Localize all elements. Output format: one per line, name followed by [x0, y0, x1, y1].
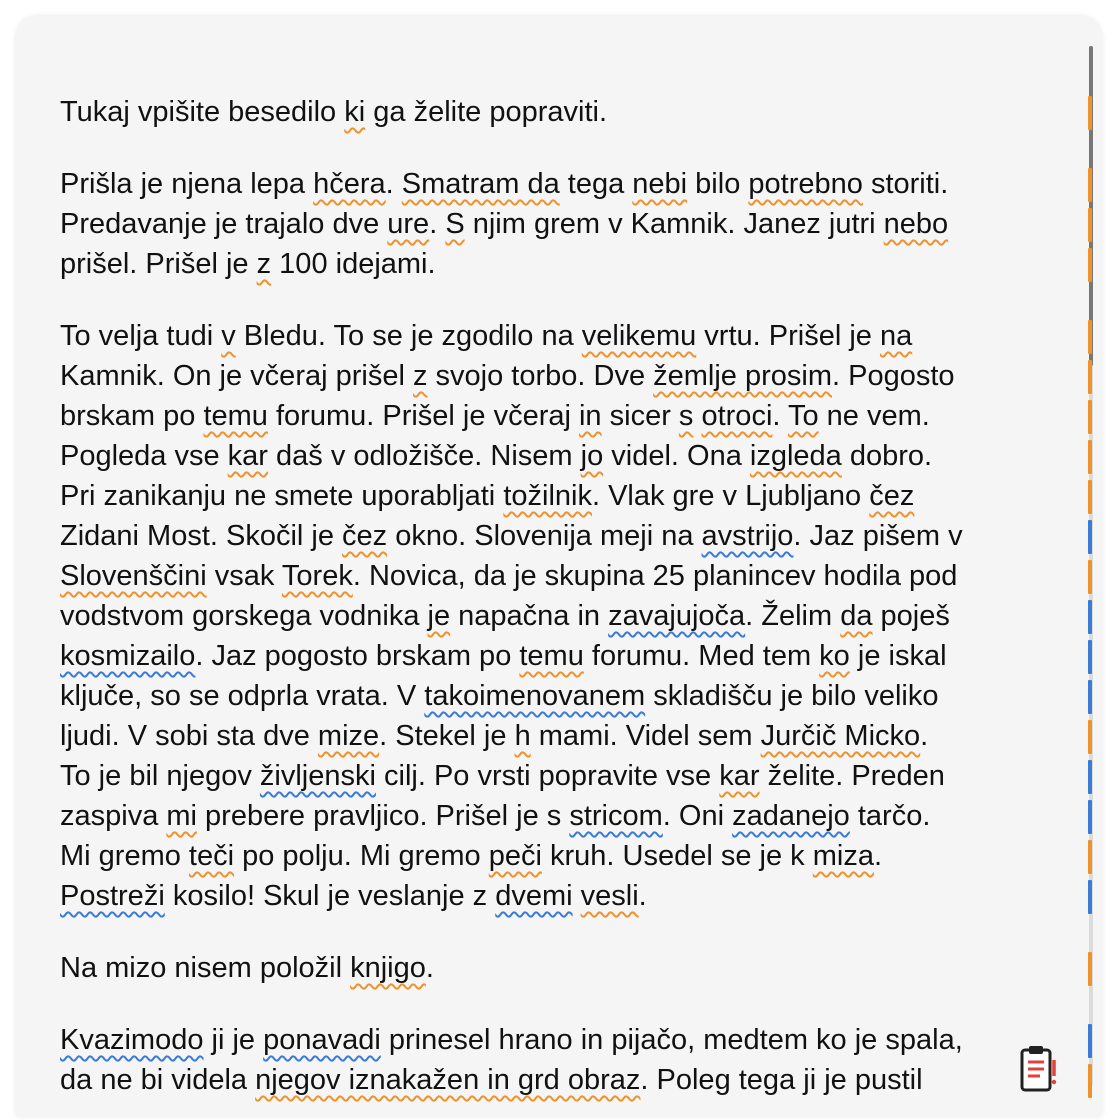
text-segment: prebere pravljico. Prišel je s [197, 800, 570, 832]
issue-marker[interactable] [1088, 880, 1092, 914]
text-segment: . [772, 400, 788, 432]
grammar-suggestion[interactable]: h [514, 720, 531, 752]
spelling-suggestion[interactable]: Kvazimodo [60, 1024, 204, 1056]
text-segment: daš v odložišče. Nisem [267, 440, 581, 472]
grammar-suggestion[interactable]: z [412, 360, 428, 392]
text-segment: dobro. [841, 440, 933, 472]
text-segment: Pogleda vse [60, 440, 228, 472]
grammar-suggestion[interactable]: njegov iznakažen in grd obraz [255, 1064, 641, 1096]
grammar-suggestion[interactable]: hčera [313, 168, 386, 200]
grammar-suggestion[interactable]: nebi [632, 168, 688, 200]
text-line [60, 636, 1070, 676]
issue-marker[interactable] [1088, 520, 1092, 554]
grammar-suggestion[interactable]: S [445, 208, 465, 240]
spelling-suggestion[interactable]: življenski [259, 760, 376, 792]
text-segment: . Stekel je [379, 720, 515, 752]
text-line [60, 436, 1070, 476]
text-line [60, 396, 1070, 436]
text-segment: brskam po [60, 400, 204, 432]
text-segment: sicer [601, 400, 679, 432]
spelling-suggestion[interactable]: avstrijo [701, 520, 794, 552]
issue-marker[interactable] [1088, 320, 1092, 354]
grammar-suggestion[interactable]: Smatram da [401, 168, 560, 200]
issue-marker[interactable] [1088, 208, 1092, 242]
grammar-suggestion[interactable]: vesli [580, 880, 639, 912]
text-line [60, 516, 1070, 556]
issue-marker[interactable] [1088, 168, 1092, 202]
text-segment: Mi gremo [60, 840, 189, 872]
grammar-suggestion[interactable]: Slovenščini [60, 560, 207, 592]
text-line [60, 948, 1070, 988]
text-segment: okno. Slovenija meji na [387, 520, 702, 552]
text-line [60, 716, 1070, 756]
text-segment: skladišču je bilo veliko [645, 680, 939, 712]
text-segment: . [638, 880, 647, 912]
grammar-suggestion[interactable]: kar [227, 440, 268, 472]
text-segment: prišel. Prišel je [60, 248, 257, 280]
text-segment: svojo torbo. Dve [427, 360, 654, 392]
text-segment: poješ [872, 600, 950, 632]
grammar-suggestion[interactable]: teči [188, 840, 235, 872]
issue-marker[interactable] [1088, 360, 1092, 394]
spelling-suggestion[interactable]: takoimenovanem [424, 680, 646, 712]
text-line [60, 756, 1070, 796]
text-segment: Na mizo nisem položil [60, 952, 351, 984]
spelling-suggestion[interactable]: kosmizailo [60, 640, 196, 672]
grammar-suggestion[interactable]: peči [488, 840, 542, 872]
grammar-suggestion[interactable]: na [879, 320, 913, 352]
grammar-suggestion[interactable]: miza [812, 840, 874, 872]
grammar-suggestion[interactable]: ki [344, 96, 366, 128]
text-segment: forumu. Med tem [583, 640, 820, 672]
grammar-suggestion[interactable]: Jurčič Micko [760, 720, 921, 752]
text-segment: vrtu. Prišel je [696, 320, 880, 352]
text-line [60, 1060, 1070, 1100]
text-segment: . [873, 840, 883, 872]
text-segment: njim grem v Kamnik. Janez jutri [464, 208, 884, 240]
text-line [60, 836, 1070, 876]
grammar-suggestion[interactable]: ure [387, 208, 430, 240]
text-segment: vsak [206, 560, 282, 592]
issue-marker[interactable] [1088, 840, 1092, 874]
issue-marker[interactable] [1088, 440, 1092, 474]
text-segment: je iskal [849, 640, 947, 672]
text-segment: Zidani Most. Skočil je [60, 520, 343, 552]
issue-marker[interactable] [1088, 560, 1092, 594]
text-segment: napačna in [450, 600, 609, 632]
text-segment: bilo [687, 168, 749, 200]
spelling-suggestion[interactable]: zavajujoča [608, 600, 746, 632]
text-segment: Pri zanikanju ne smete uporabljati [60, 480, 504, 512]
spelling-suggestion[interactable]: Postreži [60, 880, 165, 912]
spelling-suggestion[interactable]: ponavadi [263, 1024, 381, 1056]
text-segment: . [920, 720, 929, 752]
paragraph [60, 92, 1070, 132]
paragraph [60, 948, 1070, 988]
grammar-suggestion[interactable]: jo [580, 440, 604, 472]
scrollbar-thumb[interactable] [1089, 46, 1093, 366]
text-segment: To velja tudi [60, 320, 222, 352]
text-segment: Tukaj vpišite besedilo [60, 96, 345, 128]
text-segment: tega [559, 168, 633, 200]
grammar-suggestion[interactable]: z [256, 248, 272, 280]
clipboard-alert-icon [1020, 1044, 1060, 1096]
text-segment: . Novica, da je skupina 25 planincev hodila pod [352, 560, 958, 592]
text-segment: cilj. Po vrsti popravite vse [375, 760, 720, 792]
text-segment: . Jaz pogosto brskam po [195, 640, 520, 672]
issue-marker[interactable] [1088, 600, 1092, 634]
text-editor[interactable] [16, 16, 1102, 1116]
text-line [60, 356, 1070, 396]
text-segment: ji je [203, 1024, 264, 1056]
text-line [60, 316, 1070, 356]
issue-marker[interactable] [1088, 1024, 1092, 1058]
text-segment: mami. Videl sem [530, 720, 761, 752]
spelling-suggestion[interactable]: stricom [569, 800, 663, 832]
text-segment: . Poleg tega ji je pustil [640, 1064, 923, 1096]
suggestions-button[interactable] [1020, 1044, 1060, 1096]
paragraph [60, 316, 1070, 916]
grammar-suggestion[interactable]: tožilnik [503, 480, 592, 512]
issue-marker[interactable] [1088, 720, 1092, 754]
grammar-suggestion[interactable]: ko [819, 640, 850, 672]
text-segment: ljudi. V sobi sta dve [60, 720, 318, 752]
text-segment [573, 880, 581, 912]
paragraph [60, 1020, 1070, 1100]
issue-marker[interactable] [1088, 800, 1092, 834]
text-segment: kosilo! Skul je veslanje z [164, 880, 496, 912]
text-segment: Prišla je njena lepa [60, 168, 314, 200]
text-segment: . [425, 952, 434, 984]
text-segment: tarčo. [849, 800, 931, 832]
text-segment: Bledu. To se je zgodilo na [235, 320, 582, 352]
text-line [60, 796, 1070, 836]
grammar-suggestion[interactable]: velikemu [581, 320, 697, 352]
text-segment: ne vem. [818, 400, 930, 432]
issue-marker[interactable] [1088, 680, 1092, 714]
text-segment: . Jaz pišem v [793, 520, 963, 552]
text-segment: Predavanje je trajalo dve [60, 208, 388, 240]
paragraph [60, 164, 1070, 284]
text-line [60, 164, 1070, 204]
spelling-suggestion[interactable]: zadanejo [732, 800, 850, 832]
text-segment: ga želite popraviti. [365, 96, 608, 128]
grammar-suggestion[interactable]: čez [342, 520, 388, 552]
text-segment: 100 idejami. [271, 248, 436, 280]
text-segment: ključe, so se odprla vrata. V [60, 680, 425, 712]
grammar-suggestion[interactable]: da [840, 600, 873, 632]
text-line [60, 876, 1070, 916]
text-segment: forumu. Prišel je včeraj [267, 400, 579, 432]
text-segment: videl. Ona [603, 440, 750, 472]
text-segment: . Želim [745, 600, 841, 632]
grammar-suggestion[interactable]: temu [203, 400, 268, 432]
text-segment: . Oni [662, 800, 733, 832]
issue-marker[interactable] [1088, 952, 1092, 986]
grammar-suggestion[interactable]: v [221, 320, 236, 352]
text-line [60, 596, 1070, 636]
issue-marker[interactable] [1088, 760, 1092, 794]
issue-marker[interactable] [1088, 1064, 1092, 1098]
grammar-suggestion[interactable]: in [578, 400, 602, 432]
spelling-suggestion[interactable]: dvemi [495, 880, 573, 912]
text-segment: po polju. Mi gremo [234, 840, 489, 872]
grammar-suggestion[interactable]: temu [519, 640, 584, 672]
grammar-suggestion[interactable]: Torek [281, 560, 353, 592]
text-line [60, 92, 1070, 132]
text-segment: kruh. Usedel se je k [541, 840, 813, 872]
grammar-suggestion[interactable]: žemlje prosim [653, 360, 832, 392]
text-segment: . Pogosto [832, 360, 955, 392]
grammar-suggestion[interactable]: knjigo [350, 952, 426, 984]
issue-marker[interactable] [1088, 480, 1092, 514]
grammar-suggestion[interactable]: potrebno [748, 168, 863, 200]
grammar-suggestion[interactable]: je [427, 600, 451, 632]
editor-text-area[interactable] [60, 92, 1070, 1116]
text-segment: To je bil njegov [60, 760, 260, 792]
issue-marker[interactable] [1088, 640, 1092, 674]
grammar-suggestion[interactable]: otroci [701, 400, 773, 432]
text-segment: vodstvom gorskega vodnika [60, 600, 428, 632]
issue-marker[interactable] [1088, 96, 1092, 130]
grammar-suggestion[interactable]: s [678, 400, 694, 432]
text-line [60, 204, 1070, 244]
text-line [60, 676, 1070, 716]
text-segment: . [429, 208, 446, 240]
grammar-suggestion[interactable]: mize [317, 720, 380, 752]
text-segment: prinesel hrano in pijačo, medtem ko je spala, [380, 1024, 963, 1056]
issue-marker[interactable] [1088, 248, 1092, 282]
text-segment: . [385, 168, 402, 200]
text-segment: želite. Preden [759, 760, 945, 792]
grammar-suggestion[interactable]: To [787, 400, 819, 432]
grammar-suggestion[interactable]: čez [869, 480, 915, 512]
text-segment: zaspiva [60, 800, 167, 832]
grammar-suggestion[interactable]: nebo [883, 208, 949, 240]
text-line [60, 244, 1070, 284]
issue-marker[interactable] [1088, 400, 1092, 434]
text-segment: . Vlak gre v Ljubljano [591, 480, 870, 512]
grammar-suggestion[interactable]: kar [719, 760, 760, 792]
text-segment: storiti. [862, 168, 949, 200]
text-segment: da ne bi videla [60, 1064, 256, 1096]
text-segment: Kamnik. On je včeraj prišel [60, 360, 413, 392]
grammar-suggestion[interactable]: izgleda [749, 440, 842, 472]
text-line [60, 1020, 1070, 1060]
grammar-suggestion[interactable]: mi [166, 800, 197, 832]
text-line [60, 476, 1070, 516]
text-line [60, 556, 1070, 596]
